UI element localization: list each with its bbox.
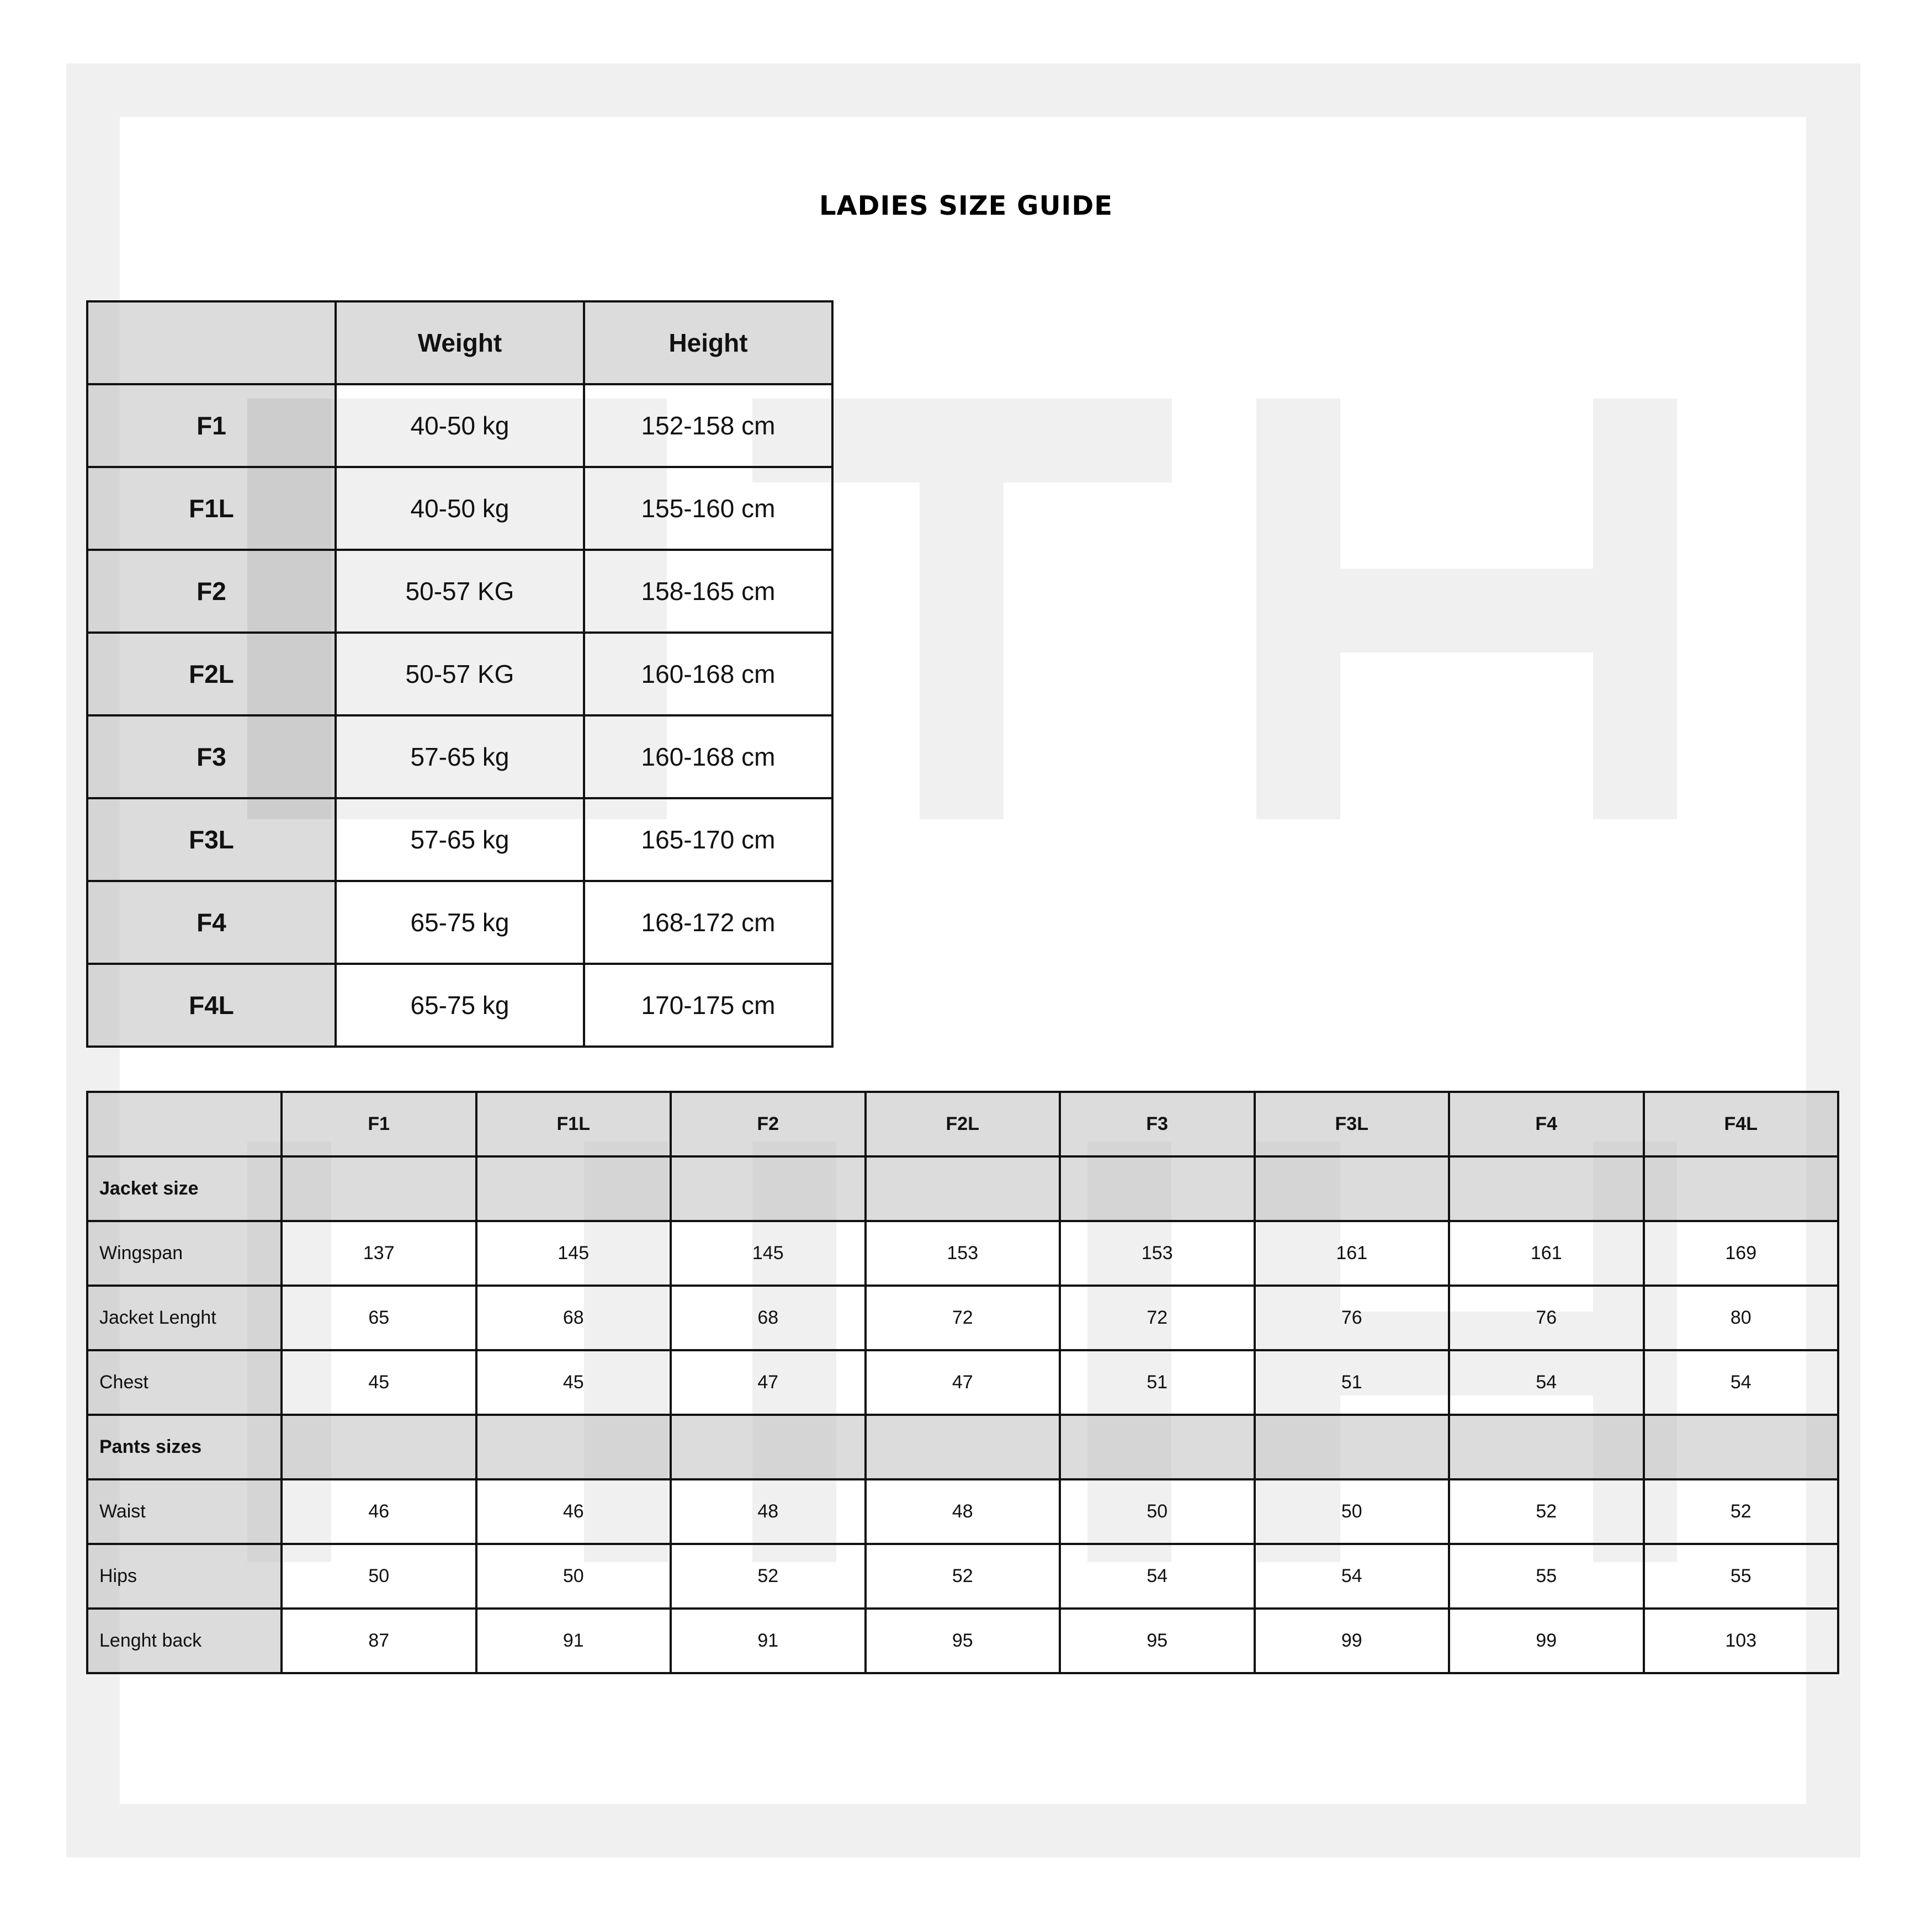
weight-cell: 50-57 KG — [336, 550, 584, 633]
value-cell: 161 — [1449, 1221, 1644, 1286]
value-cell: 65 — [282, 1286, 476, 1350]
table-row — [87, 384, 832, 467]
height-cell: 152-158 cm — [584, 384, 832, 467]
size-cell: F2L — [87, 633, 336, 715]
value-cell — [1449, 1415, 1644, 1479]
header-cell: F2 — [671, 1092, 866, 1156]
table-row — [87, 1479, 1838, 1544]
value-cell — [476, 1415, 671, 1479]
value-cell: 45 — [282, 1350, 476, 1415]
page-title: LADIES SIZE GUIDE — [819, 190, 1113, 221]
table-header-row — [87, 301, 832, 384]
section-row — [87, 1156, 1838, 1221]
value-cell — [866, 1156, 1060, 1221]
height-cell: 168-172 cm — [584, 881, 832, 964]
height-cell: 165-170 cm — [584, 798, 832, 881]
value-cell: 68 — [671, 1286, 866, 1350]
header-cell: F4L — [1644, 1092, 1839, 1156]
value-cell: 99 — [1255, 1609, 1450, 1673]
value-cell: 137 — [282, 1221, 476, 1286]
size-cell: F2 — [87, 550, 336, 633]
value-cell — [282, 1415, 476, 1479]
header-cell: F2L — [866, 1092, 1060, 1156]
size-cell: F1 — [87, 384, 336, 467]
value-cell: 50 — [1060, 1479, 1255, 1544]
value-cell: 145 — [671, 1221, 866, 1286]
weight-cell: 65-75 kg — [336, 881, 584, 964]
height-cell: 158-165 cm — [584, 550, 832, 633]
value-cell — [866, 1415, 1060, 1479]
table-row — [87, 798, 832, 881]
value-cell — [1449, 1156, 1644, 1221]
section-label: Jacket size — [87, 1156, 282, 1221]
table-row — [87, 1221, 1838, 1286]
size-cell: F4L — [87, 964, 336, 1047]
table-row — [87, 467, 832, 550]
table-row — [87, 881, 832, 964]
value-cell: 54 — [1449, 1350, 1644, 1415]
value-cell: 54 — [1255, 1544, 1450, 1609]
value-cell: 95 — [866, 1609, 1060, 1673]
value-cell — [1060, 1156, 1255, 1221]
value-cell: 103 — [1644, 1609, 1839, 1673]
value-cell — [1644, 1156, 1839, 1221]
value-cell — [1644, 1415, 1839, 1479]
value-cell: 47 — [866, 1350, 1060, 1415]
height-cell: 170-175 cm — [584, 964, 832, 1047]
measurement-label: Wingspan — [87, 1221, 282, 1286]
value-cell — [1255, 1415, 1450, 1479]
size-cell: F3 — [87, 715, 336, 798]
height-cell: 160-168 cm — [584, 633, 832, 715]
table-row — [87, 550, 832, 633]
value-cell: 46 — [282, 1479, 476, 1544]
value-cell: 52 — [866, 1544, 1060, 1609]
value-cell: 169 — [1644, 1221, 1839, 1286]
value-cell: 52 — [671, 1544, 866, 1609]
value-cell: 161 — [1255, 1221, 1450, 1286]
table-row — [87, 1544, 1838, 1609]
value-cell: 91 — [476, 1609, 671, 1673]
table-header-row — [87, 1092, 1838, 1156]
measurement-label: Hips — [87, 1544, 282, 1609]
value-cell: 76 — [1255, 1286, 1450, 1350]
value-cell: 54 — [1644, 1350, 1839, 1415]
height-cell: 160-168 cm — [584, 715, 832, 798]
weight-cell: 40-50 kg — [336, 467, 584, 550]
value-cell: 46 — [476, 1479, 671, 1544]
value-cell: 68 — [476, 1286, 671, 1350]
value-cell: 153 — [1060, 1221, 1255, 1286]
table-row — [87, 715, 832, 798]
value-cell: 55 — [1449, 1544, 1644, 1609]
value-cell: 72 — [1060, 1286, 1255, 1350]
value-cell — [282, 1156, 476, 1221]
header-cell: Height — [584, 301, 832, 384]
measurements-table — [86, 1091, 1839, 1674]
weight-cell: 65-75 kg — [336, 964, 584, 1047]
table-row — [87, 1609, 1838, 1673]
value-cell — [671, 1156, 866, 1221]
value-cell: 48 — [866, 1479, 1060, 1544]
measurement-label: Jacket Lenght — [87, 1286, 282, 1350]
value-cell: 87 — [282, 1609, 476, 1673]
header-cell: F1 — [282, 1092, 476, 1156]
weight-cell: 50-57 KG — [336, 633, 584, 715]
header-cell: F3 — [1060, 1092, 1255, 1156]
value-cell: 145 — [476, 1221, 671, 1286]
table-row — [87, 1286, 1838, 1350]
size-cell: F1L — [87, 467, 336, 550]
value-cell: 54 — [1060, 1544, 1255, 1609]
weight-height-table — [86, 300, 834, 1048]
value-cell: 47 — [671, 1350, 866, 1415]
header-cell: F3L — [1255, 1092, 1450, 1156]
measurement-label: Lenght back — [87, 1609, 282, 1673]
table-row — [87, 964, 832, 1047]
value-cell: 72 — [866, 1286, 1060, 1350]
table-row — [87, 1350, 1838, 1415]
value-cell: 50 — [1255, 1479, 1450, 1544]
value-cell: 50 — [282, 1544, 476, 1609]
height-cell: 155-160 cm — [584, 467, 832, 550]
header-cell — [87, 301, 336, 384]
section-row — [87, 1415, 1838, 1479]
header-cell — [87, 1092, 282, 1156]
weight-cell: 57-65 kg — [336, 715, 584, 798]
size-cell: F3L — [87, 798, 336, 881]
header-cell: F4 — [1449, 1092, 1644, 1156]
value-cell: 50 — [476, 1544, 671, 1609]
value-cell — [476, 1156, 671, 1221]
value-cell: 80 — [1644, 1286, 1839, 1350]
header-cell: Weight — [336, 301, 584, 384]
section-label: Pants sizes — [87, 1415, 282, 1479]
value-cell: 76 — [1449, 1286, 1644, 1350]
weight-cell: 40-50 kg — [336, 384, 584, 467]
header-cell: F1L — [476, 1092, 671, 1156]
size-cell: F4 — [87, 881, 336, 964]
value-cell: 55 — [1644, 1544, 1839, 1609]
weight-cell: 57-65 kg — [336, 798, 584, 881]
measurement-label: Waist — [87, 1479, 282, 1544]
value-cell: 153 — [866, 1221, 1060, 1286]
value-cell: 51 — [1255, 1350, 1450, 1415]
value-cell: 51 — [1060, 1350, 1255, 1415]
value-cell: 48 — [671, 1479, 866, 1544]
value-cell: 95 — [1060, 1609, 1255, 1673]
value-cell: 45 — [476, 1350, 671, 1415]
measurement-label: Chest — [87, 1350, 282, 1415]
value-cell — [1255, 1156, 1450, 1221]
value-cell: 91 — [671, 1609, 866, 1673]
value-cell: 52 — [1644, 1479, 1839, 1544]
value-cell — [1060, 1415, 1255, 1479]
value-cell — [671, 1415, 866, 1479]
value-cell: 52 — [1449, 1479, 1644, 1544]
table-row — [87, 633, 832, 715]
value-cell: 99 — [1449, 1609, 1644, 1673]
